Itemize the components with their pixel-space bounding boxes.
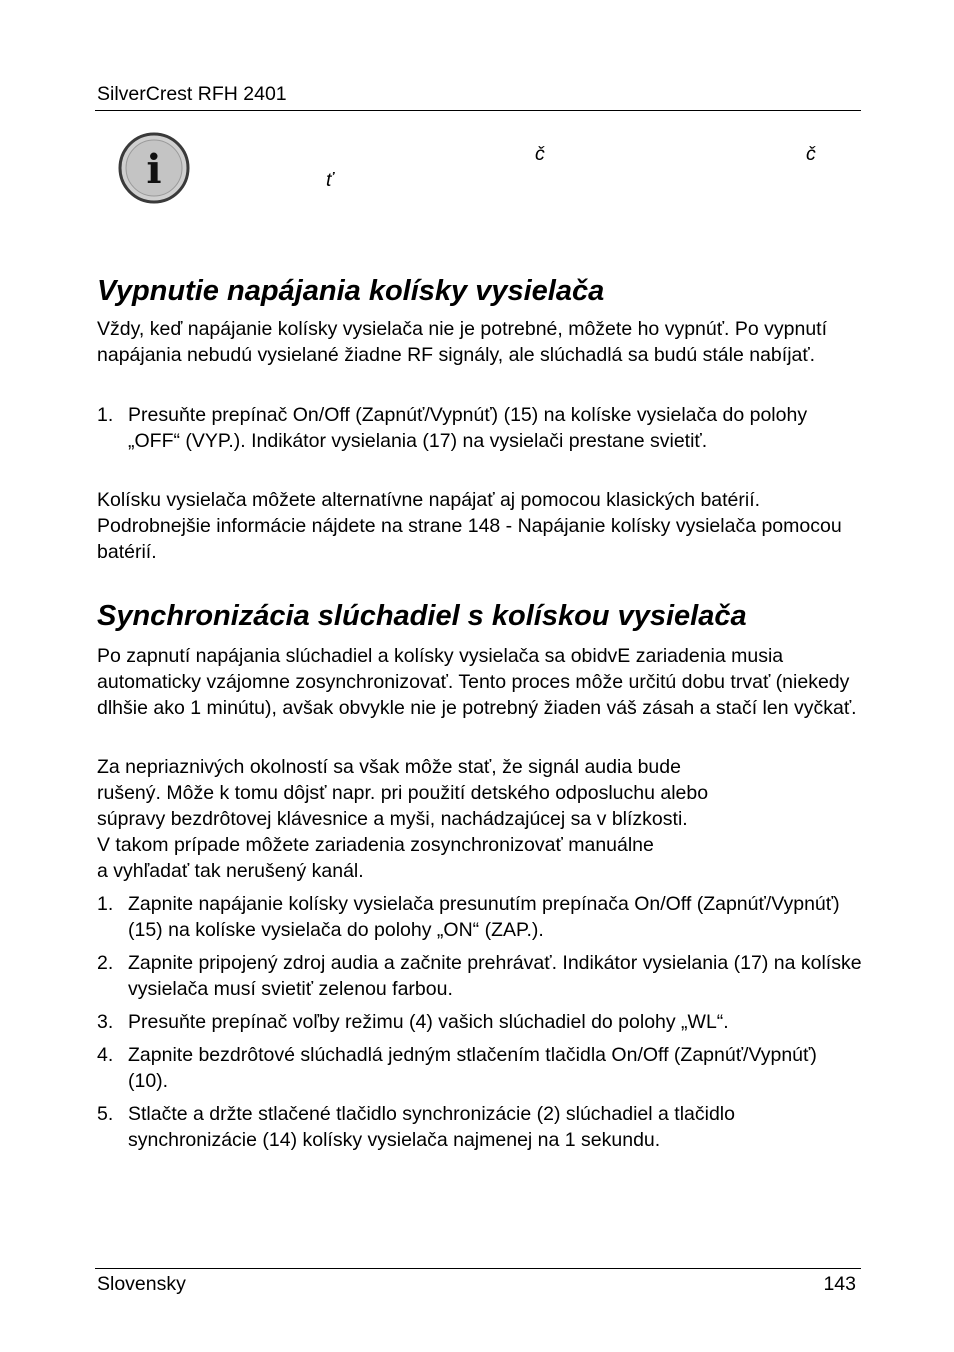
page-number: 143 <box>823 1273 856 1295</box>
paragraph-line: rušený. Môže k tomu dôjsť napr. pri použití detského odposluchu alebo <box>97 782 709 804</box>
header-title: SilverCrest RFH 2401 <box>97 83 287 105</box>
paragraph: Po zapnutí napájania slúchadiel a kolísky vysielača sa obidvE zariadenia musia automaticky vzájomne zosynchronizovať. Tento proces môže určitú dobu trvať (niekedy dlhšie ako 1 minútu), avšak obvykle nie je potrebný žiaden váš zásah a stačí len vyčkať. <box>97 645 857 719</box>
paragraph-line: V takom prípade môžete zariadenia zosynchronizovať manuálne <box>97 834 654 856</box>
list-item-number: 5. <box>97 1103 114 1125</box>
list-item-number: 2. <box>97 952 114 974</box>
list-item-text: Presuňte prepínač voľby režimu (4) vašich slúchadiel do polohy „WL“. <box>128 1011 729 1033</box>
list-item <box>97 1042 862 1094</box>
info-text-fragment: č <box>806 143 816 165</box>
paragraph <box>97 754 862 884</box>
steps-list <box>97 891 862 1160</box>
paragraph-line: Za nepriaznivých okolností sa však môže stať, že signál audia bude <box>97 756 681 778</box>
info-text-fragment: ť <box>326 169 333 191</box>
list-item-text: Zapnite pripojený zdroj audia a začnite prehrávať. Indikátor vysielania (17) na kolíske vysielača musí svietiť zelenou farbou. <box>128 952 862 1000</box>
list-item-number: 3. <box>97 1011 114 1033</box>
list-item-number: 1. <box>97 404 114 426</box>
info-icon-letter: i <box>146 146 162 193</box>
footer-divider <box>95 1268 861 1269</box>
info-icon <box>117 131 191 205</box>
list-item-number: 1. <box>97 893 114 915</box>
list-item-text: Zapnite bezdrôtové slúchadlá jedným stlačením tlačidla On/Off (Zapnúť/Vypnúť) (10). <box>128 1044 817 1092</box>
footer-language: Slovensky <box>97 1273 186 1295</box>
list-item-text: Stlačte a držte stlačené tlačidlo synchronizácie (2) slúchadiel a tlačidlo synchronizácie (14) kolísky vysielača najmenej na 1 sekundu. <box>128 1103 735 1151</box>
paragraph-line: súpravy bezdrôtovej klávesnice a myši, nachádzajúcej sa v blízkosti. <box>97 808 688 830</box>
paragraph: Kolísku vysielača môžete alternatívne napájať aj pomocou klasických batérií. Podrobnejšie informácie nájdete na strane 148 - Napájanie kolísky vysielača pomocou batérií. <box>97 489 842 563</box>
list-item <box>97 891 862 943</box>
paragraph: Vždy, keď napájanie kolísky vysielača nie je potrebné, môžete ho vypnúť. Po vypnutí napájania nebudú vysielané žiadne RF signály, ale slúchadlá sa budú stále nabíjať. <box>97 318 828 366</box>
section-heading-power-off: Vypnutie napájania kolísky vysielača <box>97 275 605 307</box>
header-divider <box>95 110 861 111</box>
list-item <box>97 1101 862 1153</box>
info-text-fragment: č <box>535 143 545 165</box>
list-item <box>97 1009 862 1035</box>
list-item-text: Zapnite napájanie kolísky vysielača presunutím prepínača On/Off (Zapnúť/Vypnúť) (15) na kolíske vysielača do polohy „ON“ (ZAP.). <box>128 893 840 941</box>
list-item <box>97 950 862 1002</box>
paragraph-line: a vyhľadať tak nerušený kanál. <box>97 860 364 882</box>
section-heading-sync: Synchronizácia slúchadiel s kolískou vysielača <box>97 600 747 632</box>
list-item <box>97 402 862 454</box>
steps-list <box>97 402 862 461</box>
list-item-text: Presuňte prepínač On/Off (Zapnúť/Vypnúť) (15) na kolíske vysielača do polohy „OFF“ (VYP.). Indikátor vysielania (17) na vysielači prestane svietiť. <box>128 404 808 452</box>
list-item-number: 4. <box>97 1044 114 1066</box>
